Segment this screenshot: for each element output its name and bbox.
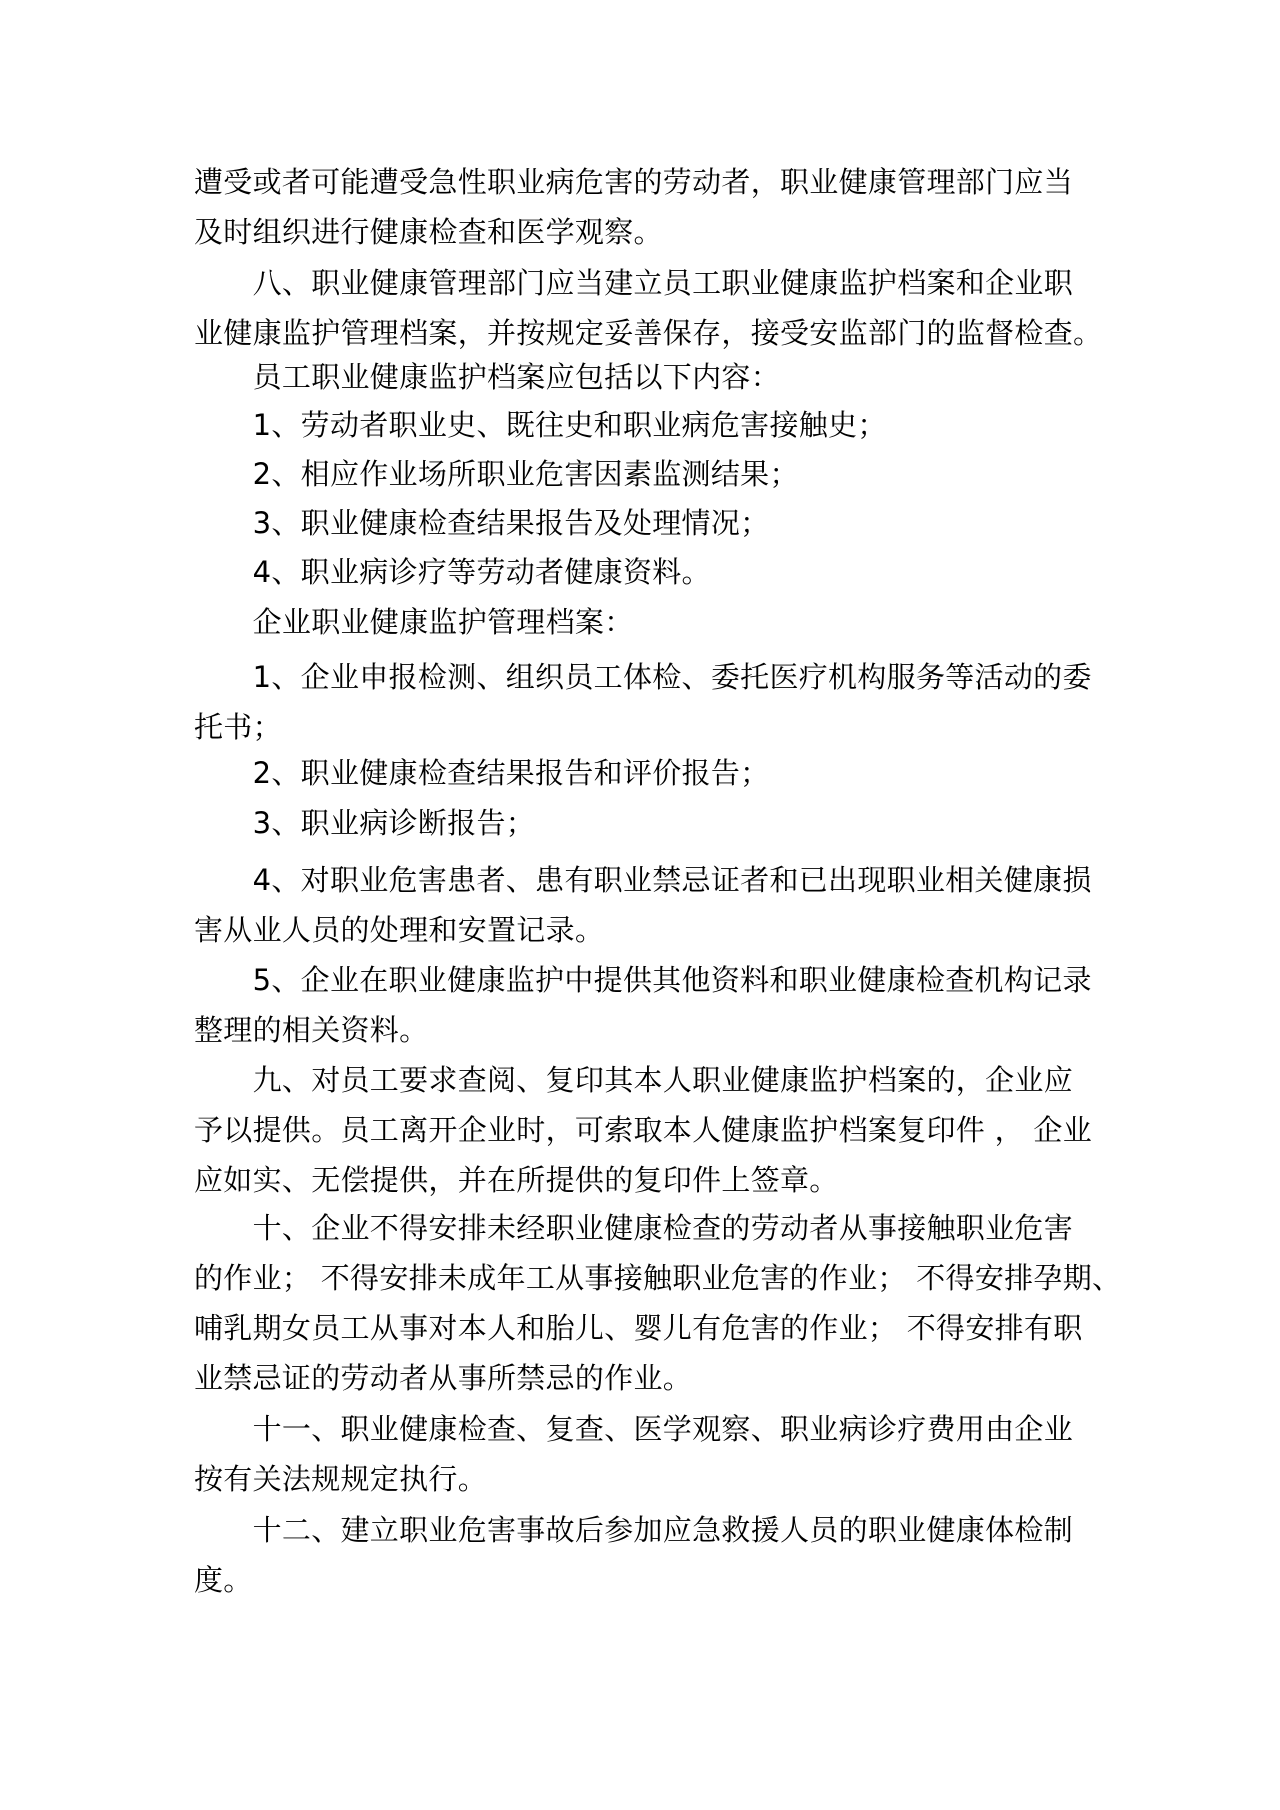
text-line: 整理的相关资料。 (194, 1013, 429, 1047)
text-line: 按有关法规规定执行。 (194, 1462, 488, 1496)
text-line: 3、职业健康检查结果报告及处理情况； (194, 506, 770, 540)
paragraph (194, 352, 1094, 402)
paragraph (194, 1505, 1094, 1605)
text-line: 十二、建立职业危害事故后参加应急救援人员的职业健康体检制 (194, 1513, 1074, 1547)
paragraph (194, 1055, 1094, 1205)
paragraph (194, 597, 1094, 647)
text-line: 2、职业健康检查结果报告和评价报告； (194, 756, 770, 790)
text-line: 业健康监护管理档案，并按规定妥善保存，接受安监部门的监督检查。 (194, 316, 1103, 350)
text-line: 九、对员工要求查阅、复印其本人职业健康监护档案的，企业应 (194, 1063, 1074, 1097)
text-line: 度。 (194, 1563, 253, 1597)
text-line: 4、职业病诊疗等劳动者健康资料。 (194, 555, 711, 589)
paragraph (194, 748, 1094, 798)
paragraph (194, 258, 1103, 358)
text-line: 员工职业健康监护档案应包括以下内容： (194, 360, 781, 394)
paragraph (194, 547, 1094, 597)
text-line: 应如实、无偿提供，并在所提供的复印件上签章。 (194, 1163, 839, 1197)
text-line: 及时组织进行健康检查和医学观察。 (194, 215, 663, 249)
text-line: 业禁忌证的劳动者从事所禁忌的作业。 (194, 1361, 693, 1395)
text-line: 3、职业病诊断报告； (194, 806, 536, 840)
text-line: 4、对职业危害患者、患有职业禁忌证者和已出现职业相关健康损 (194, 863, 1092, 897)
text-line: 1、企业申报检测、组织员工体检、委托医疗机构服务等活动的委 (194, 660, 1092, 694)
paragraph (194, 855, 1094, 955)
text-line: 的作业； 不得安排未成年工从事接触职业危害的作业； 不得安排孕期、 (194, 1261, 1122, 1295)
text-line: 十、企业不得安排未经职业健康检查的劳动者从事接触职业危害 (194, 1211, 1074, 1245)
text-line: 托书； (194, 710, 282, 744)
text-line: 八、职业健康管理部门应当建立员工职业健康监护档案和企业职 (194, 266, 1074, 300)
paragraph (194, 449, 1094, 499)
text-line: 予以提供。员工离开企业时，可索取本人健康监护档案复印件 ， 企业 (194, 1113, 1093, 1147)
text-line: 5、企业在职业健康监护中提供其他资料和职业健康检查机构记录 (194, 963, 1092, 997)
text-line: 十一、职业健康检查、复查、医学观察、职业病诊疗费用由企业 (194, 1412, 1074, 1446)
paragraph (194, 1404, 1094, 1504)
paragraph (194, 798, 1094, 848)
text-line: 遭受或者可能遭受急性职业病危害的劳动者，职业健康管理部门应当 (194, 165, 1074, 199)
paragraph (194, 157, 1094, 257)
text-line: 害从业人员的处理和安置记录。 (194, 913, 605, 947)
paragraph (194, 1203, 1122, 1403)
text-line: 2、相应作业场所职业危害因素监测结果； (194, 457, 799, 491)
paragraph (194, 955, 1094, 1055)
paragraph (194, 498, 1094, 548)
paragraph (194, 400, 1094, 450)
text-line: 哺乳期女员工从事对本人和胎儿、婴儿有危害的作业； 不得安排有职 (194, 1311, 1083, 1345)
text-line: 企业职业健康监护管理档案： (194, 605, 634, 639)
text-line: 1、劳动者职业史、既往史和职业病危害接触史； (194, 408, 887, 442)
paragraph (194, 652, 1094, 752)
